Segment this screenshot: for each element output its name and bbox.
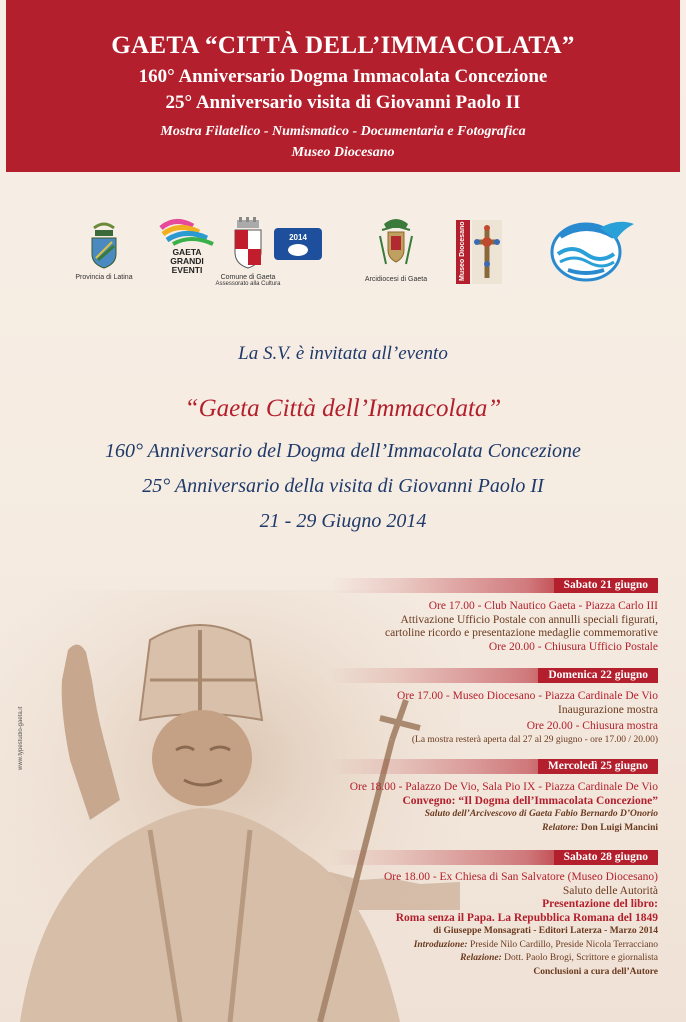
logo-blue-flag — [274, 228, 322, 260]
day-1-line-3: cartoline ricordo e presentazione medaglie commemorative — [384, 627, 658, 639]
header-banner — [6, 0, 680, 172]
day-2-line-4: (La mostra resterà aperta dal 27 al 29 giugno - ore 17.00 / 20.00) — [411, 734, 658, 745]
museo-red-strip — [456, 220, 470, 284]
day-3-line-3: Saluto dell’Arcivescovo di Gaeta Fabio Bernardo D’Onorio — [424, 809, 658, 819]
day-4-line-3: Presentazione del libro: — [542, 898, 658, 910]
day-4-relazione-label: Relazione: — [460, 953, 502, 963]
day-4-details — [384, 871, 658, 979]
day-3-relatore-label: Relatore: — [542, 822, 579, 833]
day-2-line-2: Inaugurazione mostra — [558, 703, 658, 716]
header-title: GAETA “CITTÀ DELL’IMMACOLATA” — [111, 32, 575, 59]
gaeta-eventi-text-2: GRANDI — [170, 256, 204, 266]
day-2-line-3: Ore 20.00 - Chiusura mostra — [526, 720, 658, 732]
day-4-line-4: Roma senza il Papa. La Repubblica Romana del 1849 — [395, 911, 658, 924]
day-label-3: Mercoledì 25 giugno — [538, 759, 658, 774]
day-label-4: Sabato 28 giugno — [554, 850, 658, 865]
nautico-emblem-icon — [542, 214, 638, 284]
arcidiocesi-crest-icon — [376, 216, 416, 272]
day-4-intro: Preside Nilo Cardillo, Preside Nicola Terracciano — [467, 939, 658, 950]
museo-cross-icon — [472, 220, 502, 284]
logo-provincia-latina — [68, 220, 140, 281]
day-1-line-4: Ore 20.00 - Chiusura Ufficio Postale — [488, 640, 658, 653]
gaeta-eventi-wave-icon — [157, 216, 217, 246]
logo-arcidiocesi — [354, 216, 438, 283]
day-1-line-1: Ore 17.00 - Club Nautico Gaeta - Piazza Carlo III — [428, 600, 658, 612]
day-3-line-2: Convegno: “Il Dogma dell’Immacolata Concezione” — [402, 794, 658, 807]
day-1-details — [385, 600, 658, 654]
day-4-relazione: Dott. Paolo Brogi, Scrittore e giornalista — [501, 953, 658, 963]
day-4-line-5: di Giuseppe Monsagrati - Editori Laterza - Marzo 2014 — [433, 926, 658, 936]
event-dates: 21 - 29 Giugno 2014 — [259, 510, 427, 532]
day-3-line-1: Ore 18.00 - Palazzo De Vio, Sala Pio IX - Piazza Cardinale De Vio — [349, 781, 658, 793]
day-3-relatore: Don Luigi Mancini — [578, 822, 658, 833]
logo-nautico — [540, 214, 640, 286]
gaeta-eventi-text-1: GAETA — [172, 247, 202, 257]
day-4-line-2: Saluto delle Autorità — [562, 884, 658, 897]
day-band-3 — [330, 759, 658, 774]
event-line-2: 25° Anniversario della visita di Giovanni Paolo II — [142, 475, 544, 497]
header-line-1: 160° Anniversario Dogma Immacolata Concezione — [138, 66, 548, 87]
blue-flag-icon — [274, 228, 322, 260]
day-4-line-1: Ore 18.00 - Ex Chiesa di San Salvatore (Museo Diocesano) — [383, 871, 658, 883]
comune-crest-icon — [231, 216, 265, 270]
day-2-line-1: Ore 17.00 - Museo Diocesano - Piazza Cardinale De Vio — [397, 690, 658, 702]
header-line-3: Mostra Filatelico - Numismatico - Documentaria e Fotografica — [160, 124, 526, 139]
event-title: “Gaeta Città dell’Immacolata” — [184, 395, 502, 422]
designer-credit: www.typestudio-gaeta.it — [18, 706, 24, 770]
header-line-4: Museo Diocesano — [291, 145, 395, 160]
day-3-details — [350, 781, 658, 835]
latina-crest-icon — [86, 220, 122, 270]
sponsor-logos — [0, 210, 686, 290]
header-line-2: 25° Anniversario visita di Giovanni Paolo II — [165, 92, 521, 113]
museo-strip-text: Museo Diocesano — [459, 221, 466, 281]
day-band-1 — [330, 578, 658, 593]
day-band-4 — [330, 850, 658, 865]
blue-flag-year: 2014 — [289, 233, 307, 242]
day-label-1: Sabato 21 giugno — [554, 578, 658, 593]
gaeta-eventi-text-3: EVENTI — [171, 265, 203, 275]
day-1-line-2: Attivazione Ufficio Postale con annulli speciali figurati, — [400, 613, 658, 626]
day-label-2: Domenica 22 giugno — [538, 668, 658, 683]
comune-caption: Comune di Gaeta — [220, 274, 276, 281]
latina-caption: Provincia di Latina — [75, 274, 133, 281]
day-4-intro-label: Introduzione: — [413, 939, 468, 950]
arcidiocesi-caption: Arcidiocesi di Gaeta — [364, 276, 428, 283]
event-line-1: 160° Anniversario del Dogma dell’Immacolata Concezione — [105, 440, 581, 462]
comune-subcaption: Assessorato alla Cultura — [215, 281, 281, 287]
day-4-line-8: Conclusioni a cura dell’Autore — [533, 966, 658, 977]
invite-intro: La S.V. è invitata all’evento — [238, 343, 448, 364]
day-2-details — [397, 690, 658, 747]
day-band-2 — [330, 668, 658, 683]
